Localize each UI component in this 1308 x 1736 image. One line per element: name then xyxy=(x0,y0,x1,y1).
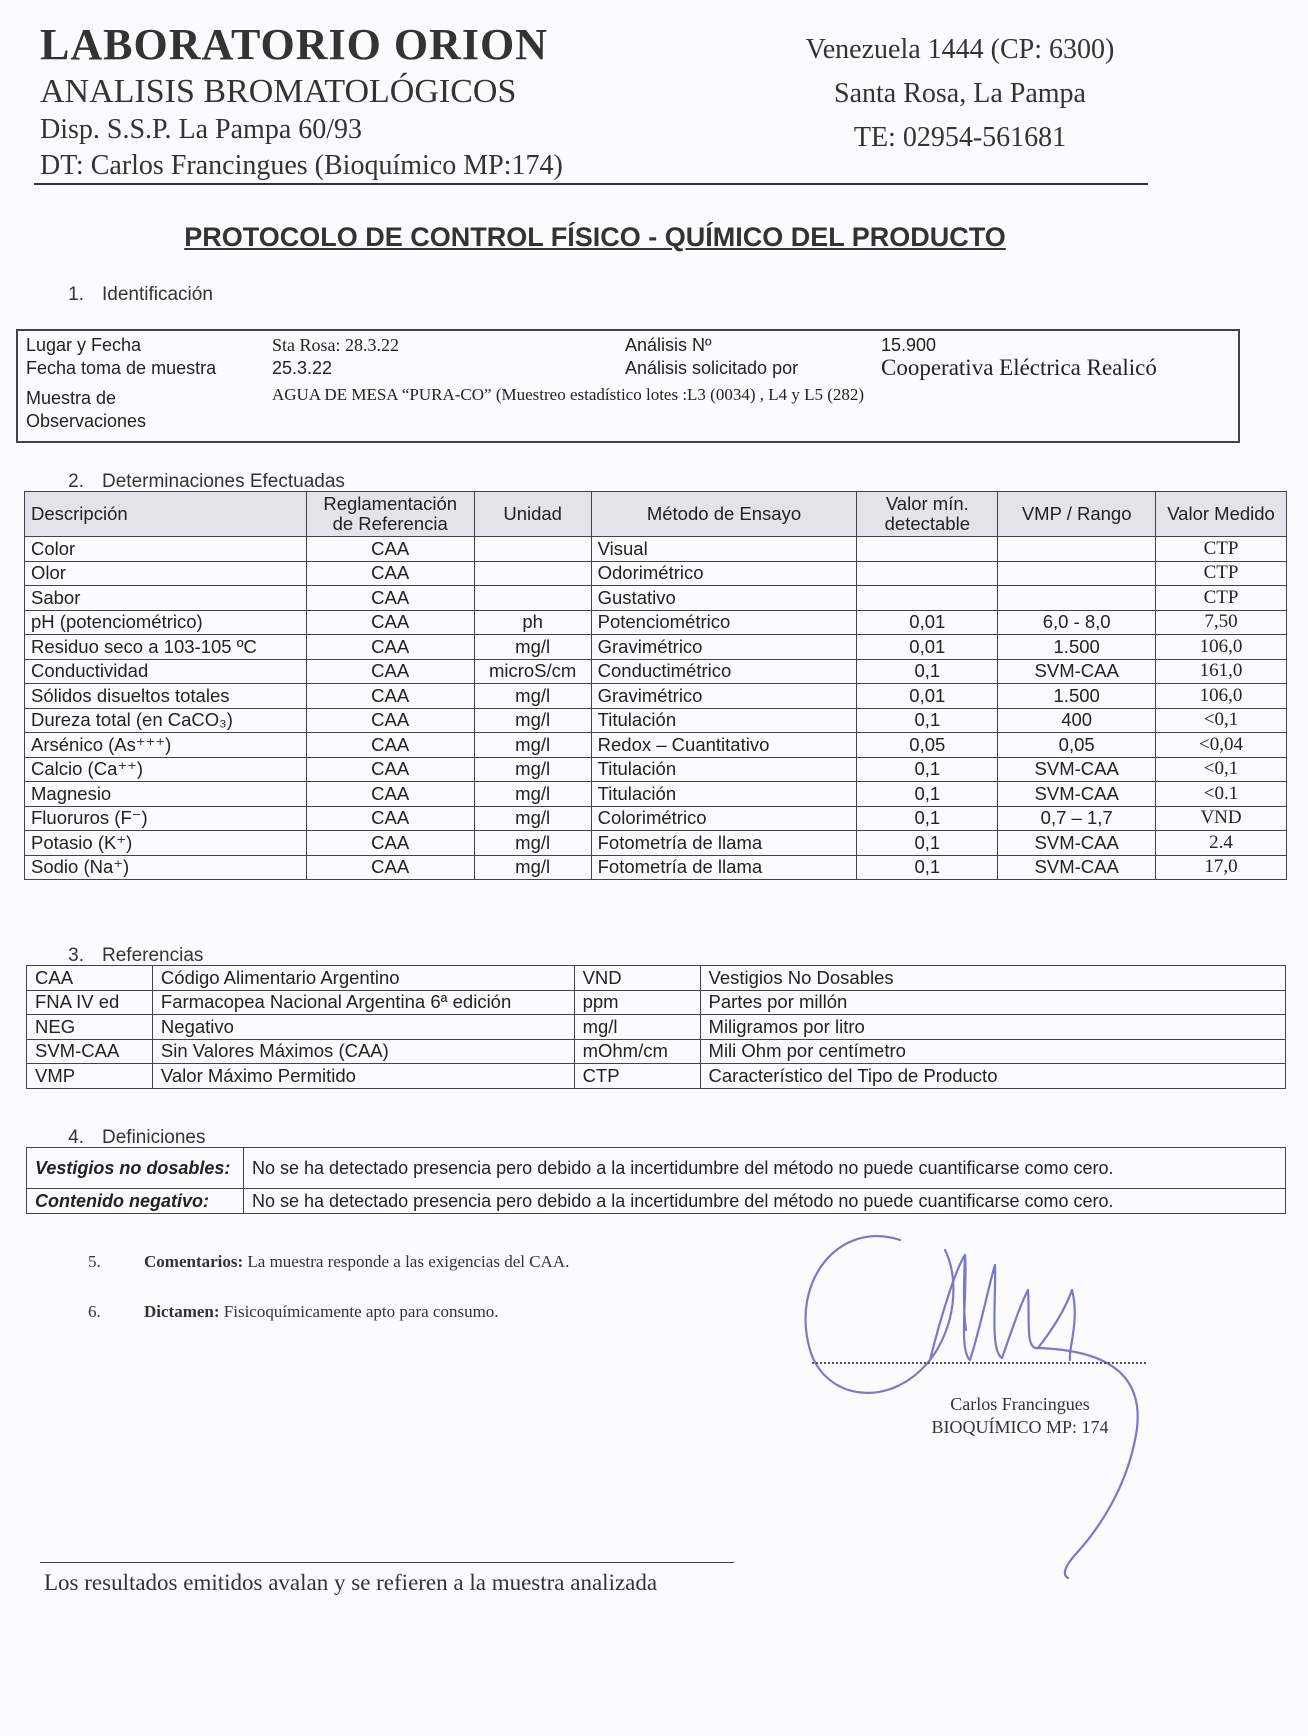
column-header: Reglamentación de Referencia xyxy=(306,492,474,537)
table-cell: Fotometría de llama xyxy=(591,855,857,880)
table-cell: CTP xyxy=(1156,537,1287,562)
comentarios-line xyxy=(88,1252,569,1272)
signature-line xyxy=(812,1362,1146,1364)
table-row xyxy=(25,806,1287,831)
table-cell: 1.500 xyxy=(998,684,1156,709)
lab-phone: TE: 02954-561681 xyxy=(853,122,1067,153)
reference-abbreviation: mOhm/cm xyxy=(574,1039,700,1064)
table-cell: Sodio (Na⁺) xyxy=(25,855,307,880)
table-cell: CAA xyxy=(306,757,474,782)
table-cell: Potenciométrico xyxy=(591,610,857,635)
section-number: 6. xyxy=(88,1302,101,1321)
table-cell xyxy=(998,586,1156,611)
table-row xyxy=(27,1015,1286,1040)
dictamen-label: Dictamen: xyxy=(144,1302,220,1321)
toma-label: Fecha toma de muestra xyxy=(26,358,217,378)
table-cell: <0.1 xyxy=(1156,782,1287,807)
table-cell: 400 xyxy=(998,708,1156,733)
table-cell xyxy=(998,561,1156,586)
table-cell: CAA xyxy=(306,831,474,856)
table-cell: 0,01 xyxy=(857,610,998,635)
table-cell: 0,7 – 1,7 xyxy=(998,806,1156,831)
table-row xyxy=(25,659,1287,684)
table-cell: Redox – Cuantitativo xyxy=(591,733,857,758)
reference-meaning: Vestigios No Dosables xyxy=(700,966,1285,991)
reference-abbreviation: mg/l xyxy=(574,1015,700,1040)
section-title: Definiciones xyxy=(102,1127,206,1148)
table-row xyxy=(25,586,1287,611)
lab-city: Santa Rosa, La Pampa xyxy=(834,78,1086,109)
table-cell: Sabor xyxy=(25,586,307,611)
definitions-table xyxy=(26,1147,1286,1214)
section-number: 2. xyxy=(68,471,84,492)
table-cell xyxy=(857,561,998,586)
references-table xyxy=(26,965,1286,1089)
table-cell: CAA xyxy=(306,610,474,635)
header-divider xyxy=(34,183,1148,185)
solicitado-label: Análisis solicitado por xyxy=(625,358,799,378)
column-header: Descripción xyxy=(25,492,307,537)
solicitado-value: Cooperativa Eléctrica Realicó xyxy=(881,355,1157,380)
table-cell: Conductividad xyxy=(25,659,307,684)
reference-abbreviation: NEG xyxy=(27,1015,153,1040)
table-cell: CAA xyxy=(306,855,474,880)
lab-name: LABORATORIO ORION xyxy=(40,20,549,69)
reference-abbreviation: SVM-CAA xyxy=(27,1039,153,1064)
table-cell: 0,1 xyxy=(857,708,998,733)
table-cell: CAA xyxy=(306,659,474,684)
table-cell: SVM-CAA xyxy=(998,659,1156,684)
table-cell: microS/cm xyxy=(474,659,591,684)
table-cell: 161,0 xyxy=(1156,659,1287,684)
table-row xyxy=(25,635,1287,660)
reference-meaning: Negativo xyxy=(152,1015,574,1040)
table-cell: Calcio (Ca⁺⁺) xyxy=(25,757,307,782)
lugar-value: Sta Rosa: 28.3.22 xyxy=(272,335,400,355)
table-cell xyxy=(998,537,1156,562)
table-cell: CAA xyxy=(306,537,474,562)
table-cell: SVM-CAA xyxy=(998,855,1156,880)
analisis-value: 15.900 xyxy=(881,335,937,355)
lab-header xyxy=(40,18,563,184)
table-header-row xyxy=(25,492,1287,537)
table-cell: Potasio (K⁺) xyxy=(25,831,307,856)
reference-meaning: Miligramos por litro xyxy=(700,1015,1285,1040)
table-cell: Odorimétrico xyxy=(591,561,857,586)
table-cell: SVM-CAA xyxy=(998,831,1156,856)
definition-text: No se ha detectado presencia pero debido a la incertidumbre del método no puede cuantificarse como cero. xyxy=(244,1189,1286,1214)
table-cell xyxy=(857,537,998,562)
table-cell: CAA xyxy=(306,635,474,660)
table-row xyxy=(27,990,1286,1015)
column-header: VMP / Rango xyxy=(998,492,1156,537)
table-cell: 1.500 xyxy=(998,635,1156,660)
definition-text: No se ha detectado presencia pero debido a la incertidumbre del método no puede cuantificarse como cero. xyxy=(244,1148,1286,1189)
table-cell: CAA xyxy=(306,782,474,807)
table-cell: Gravimétrico xyxy=(591,684,857,709)
table-cell: CAA xyxy=(306,733,474,758)
table-cell: CAA xyxy=(306,684,474,709)
table-cell: Colorimétrico xyxy=(591,806,857,831)
table-row xyxy=(27,1039,1286,1064)
table-cell: <0,1 xyxy=(1156,708,1287,733)
table-cell: Sólidos disueltos totales xyxy=(25,684,307,709)
table-cell: Fluoruros (F⁻) xyxy=(25,806,307,831)
lab-contact xyxy=(780,28,1140,160)
table-cell: Residuo seco a 103-105 ºC xyxy=(25,635,307,660)
table-cell: CAA xyxy=(306,586,474,611)
table-cell: ph xyxy=(474,610,591,635)
table-cell: 0,01 xyxy=(857,635,998,660)
table-row xyxy=(27,1148,1286,1189)
table-cell: Dureza total (en CaCO₃) xyxy=(25,708,307,733)
comentarios-text: La muestra responde a las exigencias del CAA. xyxy=(247,1252,570,1271)
reference-meaning: Partes por millón xyxy=(700,990,1285,1015)
table-cell: Gravimétrico xyxy=(591,635,857,660)
comentarios-label: Comentarios: xyxy=(144,1252,244,1271)
footer-divider xyxy=(40,1562,734,1563)
signatory-block xyxy=(860,1393,1180,1439)
table-row xyxy=(25,708,1287,733)
table-cell: mg/l xyxy=(474,708,591,733)
table-cell: 0,05 xyxy=(998,733,1156,758)
table-row xyxy=(25,757,1287,782)
table-cell: 0,1 xyxy=(857,757,998,782)
reference-abbreviation: VMP xyxy=(27,1064,153,1089)
table-cell: 0,01 xyxy=(857,684,998,709)
table-cell: 0,1 xyxy=(857,831,998,856)
determinations-table xyxy=(24,491,1287,880)
toma-value: 25.3.22 xyxy=(272,358,333,378)
table-cell: mg/l xyxy=(474,757,591,782)
table-cell: Titulación xyxy=(591,708,857,733)
table-cell xyxy=(474,561,591,586)
reference-meaning: Farmacopea Nacional Argentina 6ª edición xyxy=(152,990,574,1015)
table-cell: SVM-CAA xyxy=(998,782,1156,807)
table-row xyxy=(25,610,1287,635)
table-cell: 0,1 xyxy=(857,782,998,807)
reference-abbreviation: VND xyxy=(574,966,700,991)
muestra-value: AGUA DE MESA “PURA-CO” (Muestreo estadístico lotes :L3 (0034) , L4 y L5 (282) xyxy=(272,385,865,404)
reference-meaning: Código Alimentario Argentino xyxy=(152,966,574,991)
section-definiciones-heading xyxy=(40,1127,206,1149)
lab-subtitle: ANALISIS BROMATOLÓGICOS xyxy=(40,73,517,110)
column-header: Valor mín. detectable xyxy=(857,492,998,537)
section-title: Referencias xyxy=(102,945,204,966)
document-title: PROTOCOLO DE CONTROL FÍSICO - QUÍMICO DEL PRODUCTO xyxy=(184,222,1006,252)
table-cell: mg/l xyxy=(474,806,591,831)
lab-disposition: Disp. S.S.P. La Pampa 60/93 xyxy=(40,114,363,145)
table-cell: Titulación xyxy=(591,782,857,807)
footer-note: Los resultados emitidos avalan y se refieren a la muestra analizada xyxy=(44,1570,658,1595)
table-cell: Visual xyxy=(591,537,857,562)
table-cell xyxy=(474,586,591,611)
table-cell: CAA xyxy=(306,708,474,733)
table-row xyxy=(25,537,1287,562)
reference-abbreviation: ppm xyxy=(574,990,700,1015)
lab-address: Venezuela 1444 (CP: 6300) xyxy=(805,34,1115,65)
table-cell xyxy=(474,537,591,562)
reference-meaning: Sin Valores Máximos (CAA) xyxy=(152,1039,574,1064)
table-cell: <0,04 xyxy=(1156,733,1287,758)
dictamen-line xyxy=(88,1302,499,1322)
section-identificacion-heading xyxy=(40,284,213,306)
table-cell: Titulación xyxy=(591,757,857,782)
table-row xyxy=(25,684,1287,709)
table-cell: Gustativo xyxy=(591,586,857,611)
column-header: Valor Medido xyxy=(1156,492,1287,537)
table-cell: mg/l xyxy=(474,684,591,709)
table-row xyxy=(27,1064,1286,1089)
analisis-label: Análisis Nº xyxy=(625,335,712,355)
section-number: 4. xyxy=(68,1127,84,1148)
table-cell xyxy=(857,586,998,611)
table-cell: Color xyxy=(25,537,307,562)
table-cell: SVM-CAA xyxy=(998,757,1156,782)
table-cell: pH (potenciométrico) xyxy=(25,610,307,635)
section-title: Determinaciones Efectuadas xyxy=(102,471,345,492)
reference-abbreviation: CTP xyxy=(574,1064,700,1089)
table-cell: mg/l xyxy=(474,855,591,880)
table-cell: Fotometría de llama xyxy=(591,831,857,856)
table-cell: mg/l xyxy=(474,635,591,660)
reference-meaning: Mili Ohm por centímetro xyxy=(700,1039,1285,1064)
section-title: Identificación xyxy=(102,284,213,305)
table-cell: Olor xyxy=(25,561,307,586)
column-header: Unidad xyxy=(474,492,591,537)
table-cell: 17,0 xyxy=(1156,855,1287,880)
table-cell: CAA xyxy=(306,806,474,831)
table-cell: Magnesio xyxy=(25,782,307,807)
muestra-label: Muestra de xyxy=(26,388,117,408)
table-cell: 106,0 xyxy=(1156,635,1287,660)
lugar-label: Lugar y Fecha xyxy=(26,335,142,355)
table-cell: mg/l xyxy=(474,831,591,856)
section-referencias-heading xyxy=(40,945,203,967)
table-row xyxy=(25,855,1287,880)
reference-abbreviation: FNA IV ed xyxy=(27,990,153,1015)
identification-box xyxy=(16,329,1240,443)
table-cell: CTP xyxy=(1156,561,1287,586)
table-row xyxy=(25,782,1287,807)
table-cell: mg/l xyxy=(474,782,591,807)
table-row xyxy=(25,733,1287,758)
section-number: 3. xyxy=(68,945,84,966)
dictamen-text: Fisicoquímicamente apto para consumo. xyxy=(223,1302,499,1321)
table-cell: 106,0 xyxy=(1156,684,1287,709)
table-cell: 0,1 xyxy=(857,806,998,831)
table-cell: VND xyxy=(1156,806,1287,831)
reference-abbreviation: CAA xyxy=(27,966,153,991)
column-header: Método de Ensayo xyxy=(591,492,857,537)
table-cell: <0,1 xyxy=(1156,757,1287,782)
table-row xyxy=(27,966,1286,991)
signatory-title: BIOQUÍMICO MP: 174 xyxy=(931,1417,1109,1437)
table-cell: 6,0 - 8,0 xyxy=(998,610,1156,635)
table-cell: 2.4 xyxy=(1156,831,1287,856)
table-row xyxy=(25,831,1287,856)
section-determinaciones-heading xyxy=(40,471,345,493)
definition-term: Vestigios no dosables: xyxy=(27,1148,244,1189)
lab-technical-director: DT: Carlos Francingues (Bioquímico MP:174) xyxy=(40,150,563,181)
observaciones-label: Observaciones xyxy=(26,411,147,431)
table-cell: mg/l xyxy=(474,733,591,758)
reference-meaning: Característico del Tipo de Producto xyxy=(700,1064,1285,1089)
table-cell: Arsénico (As⁺⁺⁺) xyxy=(25,733,307,758)
definition-term: Contenido negativo: xyxy=(27,1189,244,1214)
section-number: 1. xyxy=(68,284,84,305)
table-cell: CAA xyxy=(306,561,474,586)
table-cell: 0,1 xyxy=(857,855,998,880)
section-number: 5. xyxy=(88,1252,101,1271)
table-cell: CTP xyxy=(1156,586,1287,611)
table-cell: Conductimétrico xyxy=(591,659,857,684)
table-cell: 0,1 xyxy=(857,659,998,684)
table-cell: 0,05 xyxy=(857,733,998,758)
table-row xyxy=(25,561,1287,586)
reference-meaning: Valor Máximo Permitido xyxy=(152,1064,574,1089)
signatory-name: Carlos Francingues xyxy=(950,1394,1090,1414)
table-cell: 7,50 xyxy=(1156,610,1287,635)
